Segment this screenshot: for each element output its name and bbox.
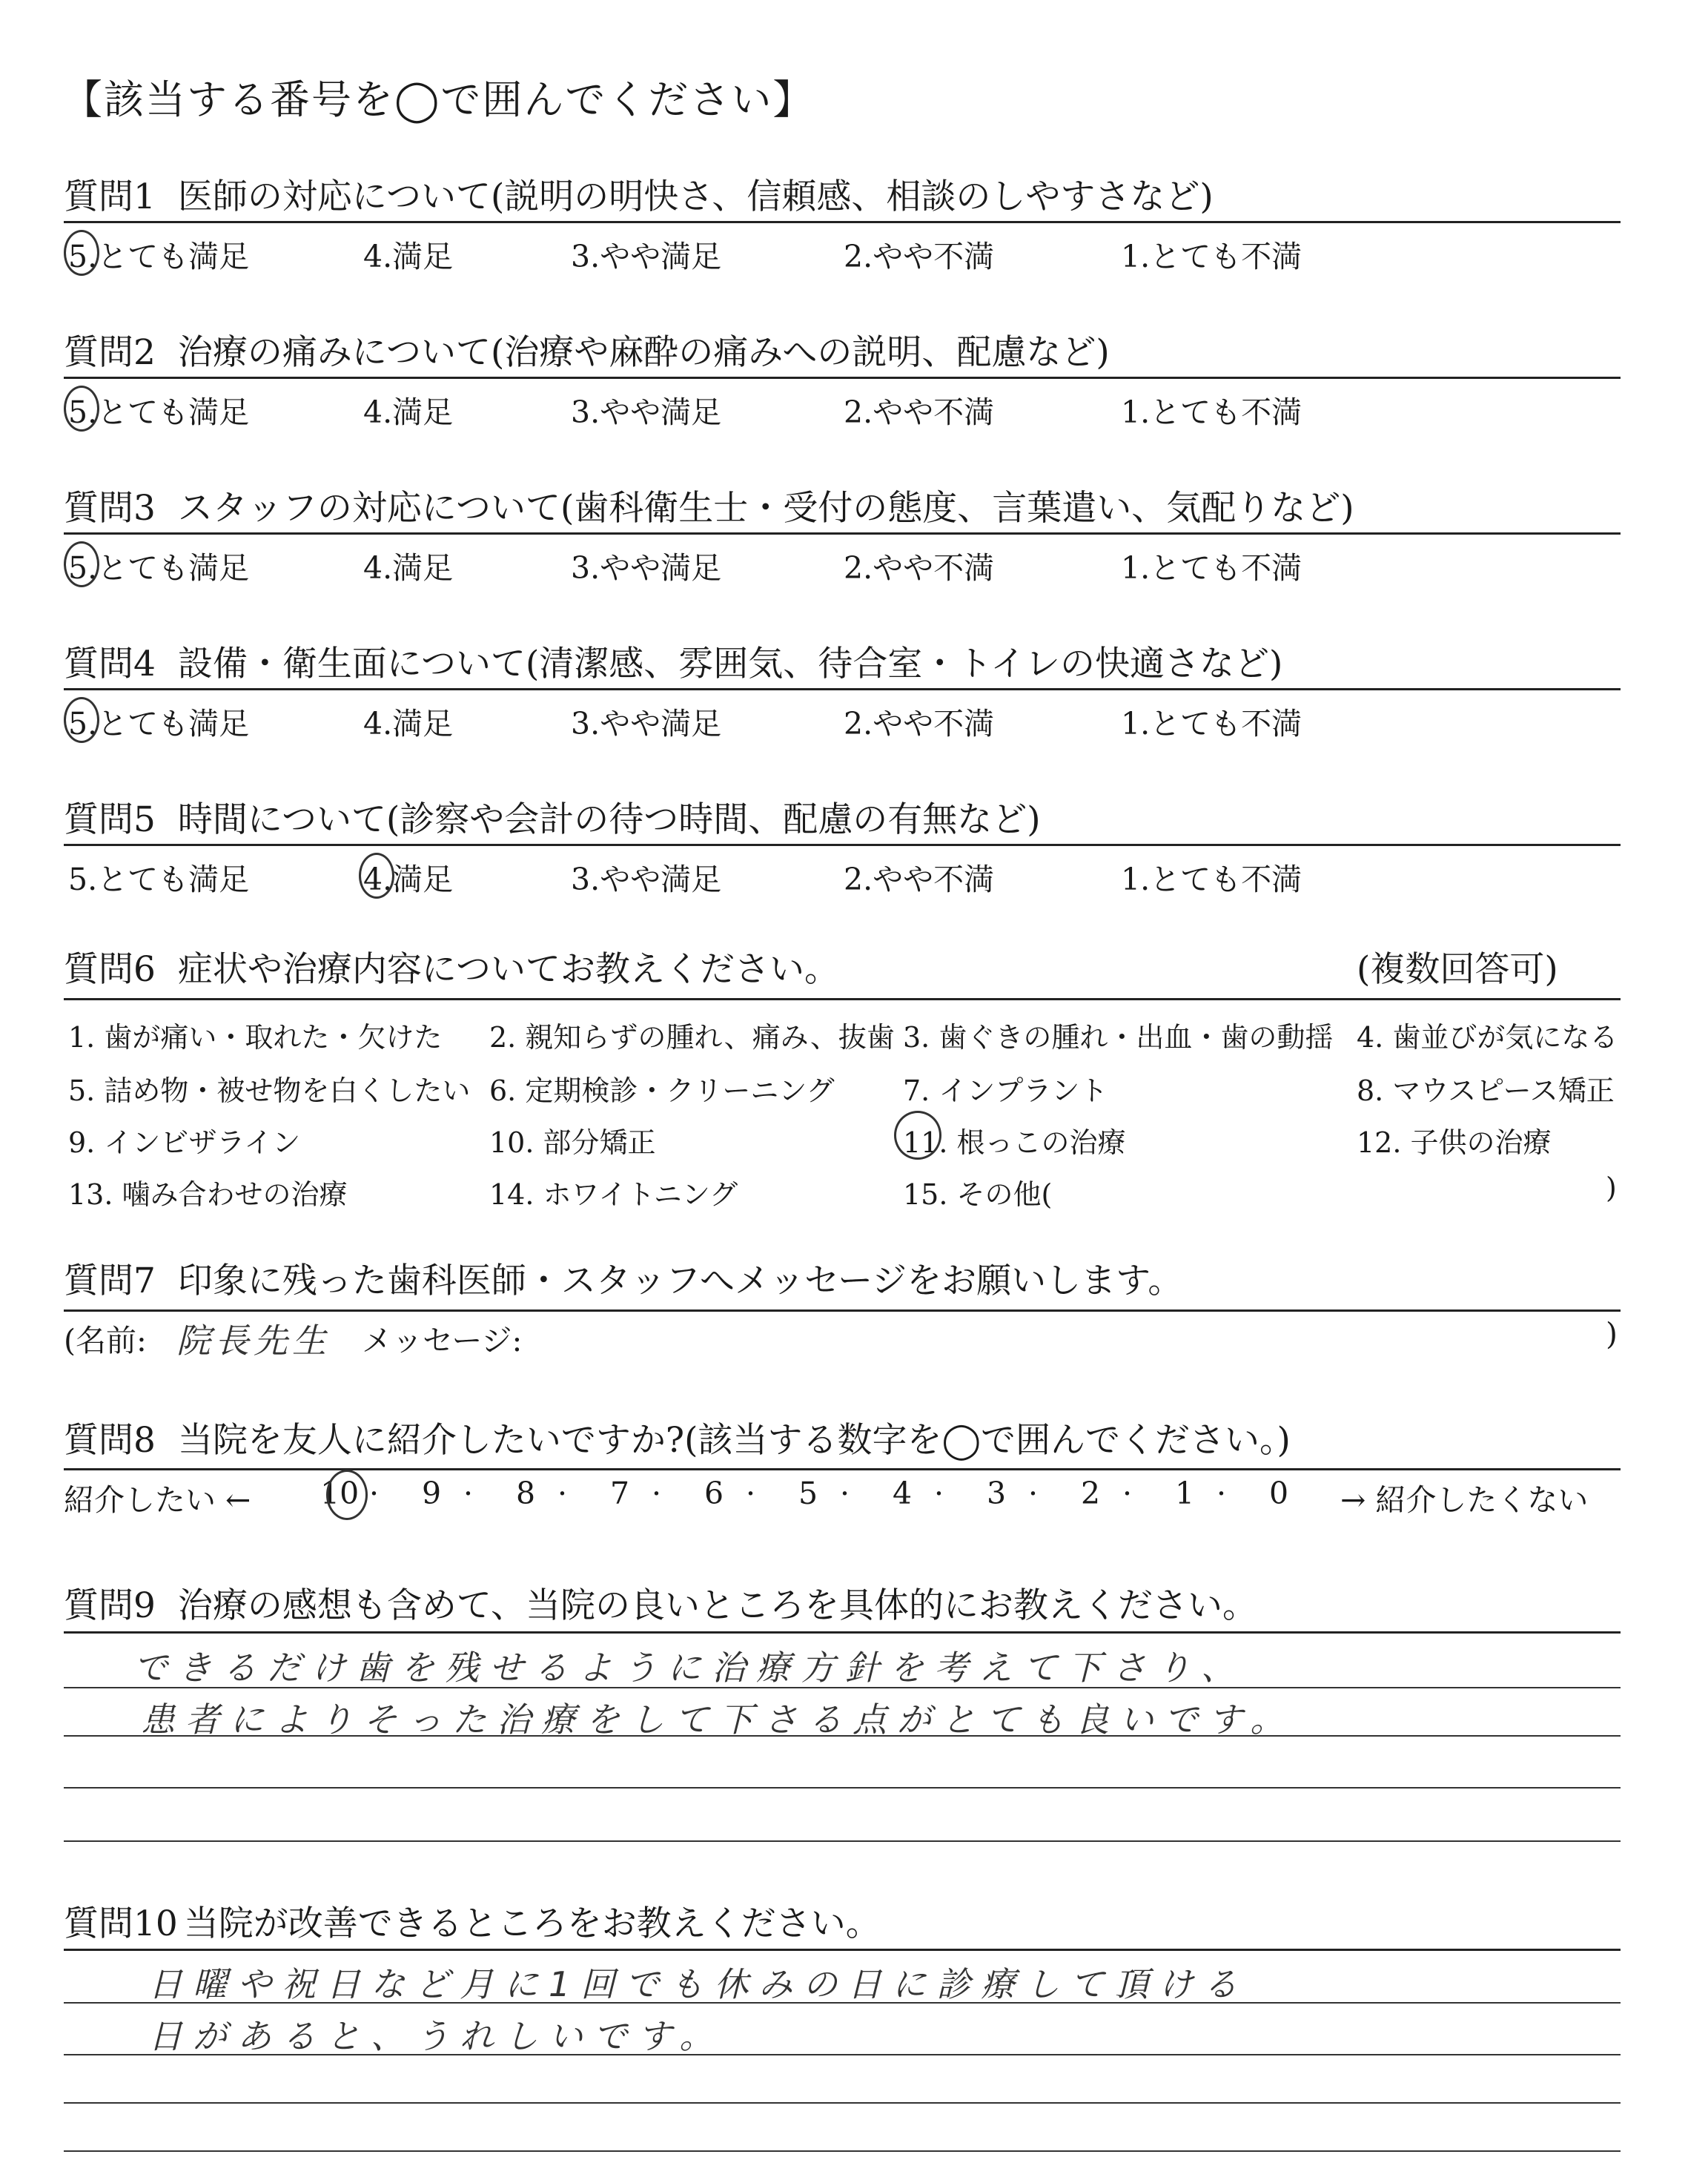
q10-rule — [64, 1949, 1621, 1951]
q2-option-5[interactable]: 5.とても満足 — [68, 394, 250, 430]
q3-text: スタッフの対応について(歯科衛生士・受付の態度、言葉遣い、気配りなど) — [177, 488, 1354, 529]
q6-item-9[interactable]: 9. インビザライン — [68, 1126, 301, 1159]
q8-scale-4[interactable]: 4 — [893, 1476, 913, 1511]
q6-item-13[interactable]: 13. 噛み合わせの治療 — [68, 1178, 348, 1211]
q6-item-3[interactable]: 3. 歯ぐきの腫れ・出血・歯の動揺 — [903, 1021, 1334, 1054]
q8-scale-separator: · — [1122, 1476, 1133, 1511]
q6-rule — [64, 998, 1621, 1000]
q7-message-label: メッセージ: — [362, 1323, 523, 1358]
q2-title — [64, 325, 1110, 374]
q1-option-2[interactable]: 2.やや不満 — [844, 239, 995, 274]
q5-option-1[interactable]: 1.とても不満 — [1121, 862, 1302, 897]
q6-item-11[interactable]: 11. 根っこの治療 — [903, 1126, 1126, 1159]
q8-scale-separator: · — [1028, 1476, 1039, 1511]
q6-title — [64, 942, 839, 991]
q1-option-5[interactable]: 5.とても満足 — [68, 239, 250, 274]
q1-number: 質問1 — [64, 176, 156, 217]
q7-suffix: ) — [1606, 1316, 1618, 1352]
q6-item-1[interactable]: 1. 歯が痛い・取れた・欠けた — [68, 1021, 443, 1054]
q5-number: 質問5 — [64, 799, 156, 840]
q7-name-handwritten: 院長先生 — [176, 1321, 331, 1361]
q5-selected-circle — [359, 853, 394, 899]
q10-answer-line-2: 日があると、うれしいです。 — [148, 2016, 724, 2056]
q8-scale-1[interactable]: 1 — [1175, 1476, 1195, 1511]
q8-scale-separator: · — [557, 1476, 568, 1511]
q1-rule — [64, 221, 1621, 223]
q6-item-5[interactable]: 5. 詰め物・被せ物を白くしたい — [68, 1074, 471, 1107]
q6-selected-circle — [894, 1111, 941, 1160]
q4-title — [64, 636, 1282, 686]
q3-number: 質問3 — [64, 488, 156, 529]
q3-selected-circle — [64, 541, 99, 587]
q3-title — [64, 480, 1354, 530]
q8-title — [64, 1413, 1291, 1462]
q7-text: 印象に残った歯科医師・スタッフへメッセージをお願いします。 — [177, 1261, 1183, 1301]
q8-right-label: → 紹介したくない — [1340, 1482, 1589, 1518]
q2-option-2[interactable]: 2.やや不満 — [844, 394, 995, 430]
q7-number: 質問7 — [64, 1261, 156, 1301]
q4-rule — [64, 688, 1621, 690]
q6-item-15[interactable]: 15. その他( — [903, 1178, 1053, 1211]
q10-text: 当院が改善できるところをお教えください。 — [183, 1903, 881, 1944]
q1-option-1[interactable]: 1.とても不満 — [1121, 239, 1302, 274]
q2-option-3[interactable]: 3.やや満足 — [571, 394, 722, 430]
q6-text: 症状や治療内容についてお教えください。 — [177, 949, 839, 990]
q8-scale-9[interactable]: 9 — [422, 1476, 442, 1511]
q8-text: 当院を友人に紹介したいですか?(該当する数字を◯で囲んでください。) — [177, 1420, 1291, 1461]
q2-option-1[interactable]: 1.とても不満 — [1121, 394, 1302, 430]
q9-rule — [64, 1631, 1621, 1634]
q1-option-3[interactable]: 3.やや満足 — [571, 239, 722, 274]
q6-item-6[interactable]: 6. 定期検診・クリーニング — [489, 1074, 835, 1107]
q3-option-2[interactable]: 2.やや不満 — [844, 550, 995, 586]
q6-item-7[interactable]: 7. インプラント — [903, 1074, 1108, 1107]
q6-item-10[interactable]: 10. 部分矯正 — [489, 1126, 656, 1159]
q8-scale-separator: · — [463, 1476, 474, 1511]
q8-rule — [64, 1468, 1621, 1470]
q8-scale-3[interactable]: 3 — [987, 1476, 1007, 1511]
q8-scale-separator: · — [369, 1476, 380, 1511]
q1-text: 医師の対応について(説明の明快さ、信頼感、相談のしやすさなど) — [177, 176, 1214, 217]
q2-rule — [64, 377, 1621, 379]
q6-number: 質問6 — [64, 949, 156, 990]
q2-selected-circle — [64, 386, 99, 432]
q8-scale-separator: · — [652, 1476, 662, 1511]
q8-scale-separator: · — [1217, 1476, 1227, 1511]
q8-scale-0[interactable]: 0 — [1269, 1476, 1289, 1511]
q2-text: 治療の痛みについて(治療や麻酔の痛みへの説明、配慮など) — [177, 332, 1110, 373]
q10-number: 質問10 — [64, 1903, 178, 1944]
q10-line-3 — [64, 2102, 1621, 2104]
q3-rule — [64, 532, 1621, 535]
q4-number: 質問4 — [64, 644, 156, 684]
q9-number: 質問9 — [64, 1585, 156, 1626]
q8-scale-5[interactable]: 5 — [798, 1476, 818, 1511]
q6-item-4[interactable]: 4. 歯並びが気になる — [1357, 1021, 1618, 1054]
q9-answer-line-2: 患者によりそった治療をして下さる点がとても良いです。 — [141, 1700, 1295, 1740]
q6-note: (複数回答可) — [1357, 949, 1558, 990]
q5-title — [64, 792, 1041, 842]
q6-other-close-paren: ) — [1606, 1172, 1617, 1204]
q8-scale-separator: · — [934, 1476, 944, 1511]
q5-rule — [64, 844, 1621, 846]
q8-scale-10[interactable]: 10 — [320, 1476, 360, 1511]
q4-option-3[interactable]: 3.やや満足 — [571, 706, 722, 742]
q8-selected-circle — [326, 1470, 368, 1520]
q10-title — [64, 1896, 881, 1946]
q5-option-4[interactable]: 4.満足 — [363, 862, 454, 897]
q2-number: 質問2 — [64, 332, 156, 373]
q10-answer-line-1: 日曜や祝日など月に1回でも休みの日に診療して頂ける — [148, 1964, 1248, 2004]
q9-title — [64, 1578, 1257, 1628]
q9-text: 治療の感想も含めて、当院の良いところを具体的にお教えください。 — [177, 1585, 1257, 1626]
q4-option-5[interactable]: 5.とても満足 — [68, 706, 250, 742]
q9-line-3 — [64, 1787, 1621, 1789]
q3-option-4[interactable]: 4.満足 — [363, 550, 454, 586]
q8-scale-8[interactable]: 8 — [516, 1476, 536, 1511]
q6-item-14[interactable]: 14. ホワイトニング — [489, 1178, 738, 1211]
q8-left-label: 紹介したい ← — [64, 1482, 251, 1518]
q9-answer-line-1: できるだけ歯を残せるように治療方針を考えて下さり、 — [133, 1648, 1245, 1688]
q8-scale-separator: · — [746, 1476, 756, 1511]
q5-option-5[interactable]: 5.とても満足 — [68, 862, 250, 897]
q3-option-1[interactable]: 1.とても不満 — [1121, 550, 1302, 586]
q4-option-2[interactable]: 2.やや不満 — [844, 706, 995, 742]
q4-option-1[interactable]: 1.とても不満 — [1121, 706, 1302, 742]
q10-line-4 — [64, 2150, 1621, 2152]
q8-scale-2[interactable]: 2 — [1081, 1476, 1101, 1511]
q6-item-8[interactable]: 8. マウスピース矯正 — [1357, 1074, 1615, 1107]
q4-selected-circle — [64, 697, 99, 743]
q6-item-12[interactable]: 12. 子供の治療 — [1357, 1126, 1552, 1159]
q5-option-3[interactable]: 3.やや満足 — [571, 862, 722, 897]
q3-option-3[interactable]: 3.やや満足 — [571, 550, 722, 586]
q1-option-4[interactable]: 4.満足 — [363, 239, 454, 274]
q2-option-4[interactable]: 4.満足 — [363, 394, 454, 430]
q8-scale-separator: · — [840, 1476, 850, 1511]
q5-option-2[interactable]: 2.やや不満 — [844, 862, 995, 897]
q7-title — [64, 1253, 1182, 1303]
form-heading: 【該当する番号を◯で囲んでください】 — [62, 76, 815, 123]
q1-title — [64, 169, 1214, 219]
q3-option-5[interactable]: 5.とても満足 — [68, 550, 250, 586]
q4-option-4[interactable]: 4.満足 — [363, 706, 454, 742]
q8-scale-6[interactable]: 6 — [704, 1476, 724, 1511]
q4-text: 設備・衛生面について(清潔感、雰囲気、待合室・トイレの快適さなど) — [177, 644, 1283, 684]
q8-number: 質問8 — [64, 1420, 156, 1461]
q1-selected-circle — [64, 230, 99, 276]
q7-rule — [64, 1309, 1621, 1312]
q5-text: 時間について(診察や会計の待つ時間、配慮の有無など) — [177, 799, 1041, 840]
q9-line-4 — [64, 1840, 1621, 1842]
q8-scale-7[interactable]: 7 — [610, 1476, 630, 1511]
q6-item-2[interactable]: 2. 親知らずの腫れ、痛み、抜歯 — [489, 1021, 895, 1054]
q7-prefix: (名前: — [64, 1323, 147, 1358]
